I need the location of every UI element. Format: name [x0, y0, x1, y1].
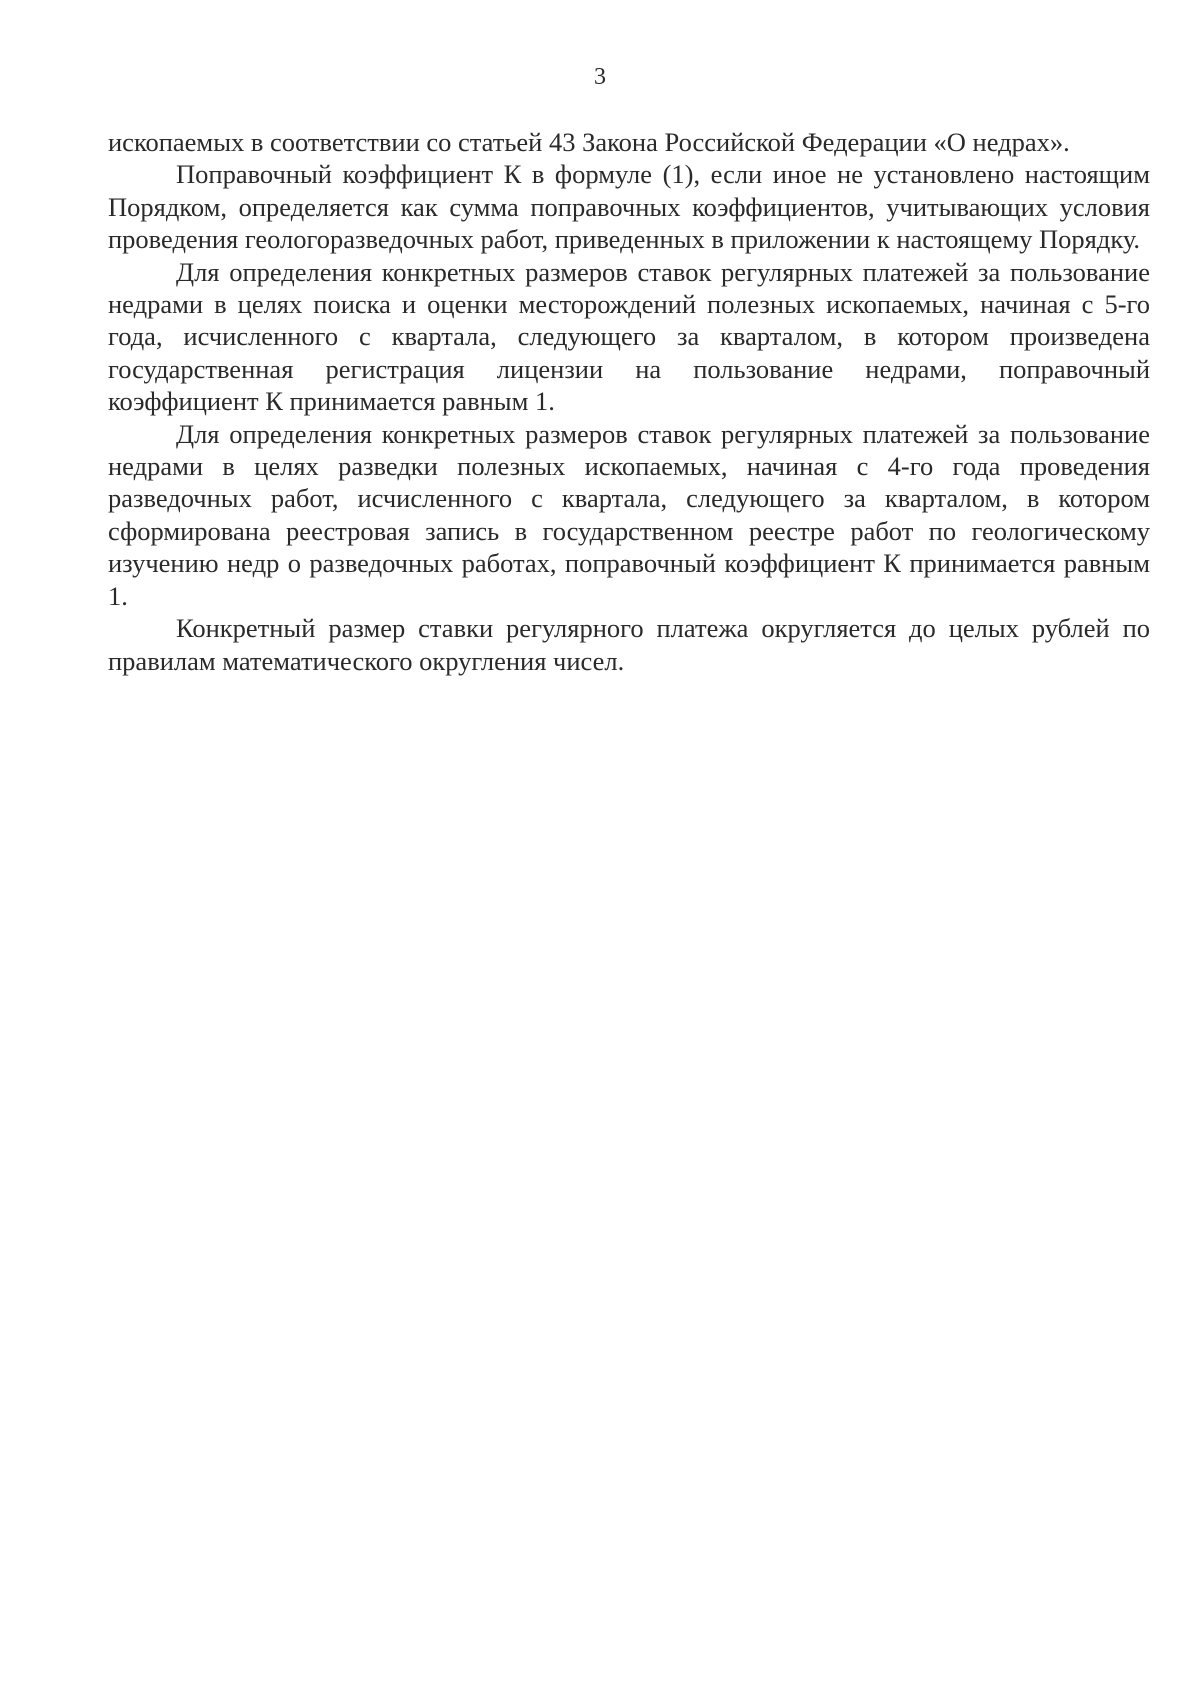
document-body: [108, 126, 1150, 677]
paragraph-rounding: Конкретный размер ставки регулярного платежа округляется до целых рублей по правилам математического округления чисел.: [108, 613, 1150, 676]
paragraph-search-evaluation: Для определения конкретных размеров ставок регулярных платежей за пользование недрами в целях поиска и оценки месторождений полезных ископаемых, начиная с 5-го года, исчисленного с квартала, следующего за кварталом, в котором произведена государственная регистрация лицензии на пользование недрами, поправочный коэффициент К принимается равным 1.: [108, 256, 1150, 417]
paragraph-correction-coefficient: Поправочный коэффициент К в формуле (1), если иное не установлено настоящим Порядком, определяется как сумма поправочных коэффициентов, учитывающих условия проведения геологоразведочных работ, приведенных в приложении к настоящему Порядку.: [108, 159, 1150, 255]
paragraph-exploration: Для определения конкретных размеров ставок регулярных платежей за пользование недрами в целях разведки полезных ископаемых, начиная с 4-го года проведения разведочных работ, исчисленного с квартала, следующего за кварталом, в котором сформирована реестровая запись в государственном реестре работ по геологическому изучению недр о разведочных работах, поправочный коэффициент К принимается равным 1.: [108, 418, 1150, 611]
page-number: 3: [594, 64, 606, 90]
paragraph-continuation: ископаемых в соответствии со статьей 43 Закона Российской Федерации «О недрах».: [108, 127, 1070, 157]
